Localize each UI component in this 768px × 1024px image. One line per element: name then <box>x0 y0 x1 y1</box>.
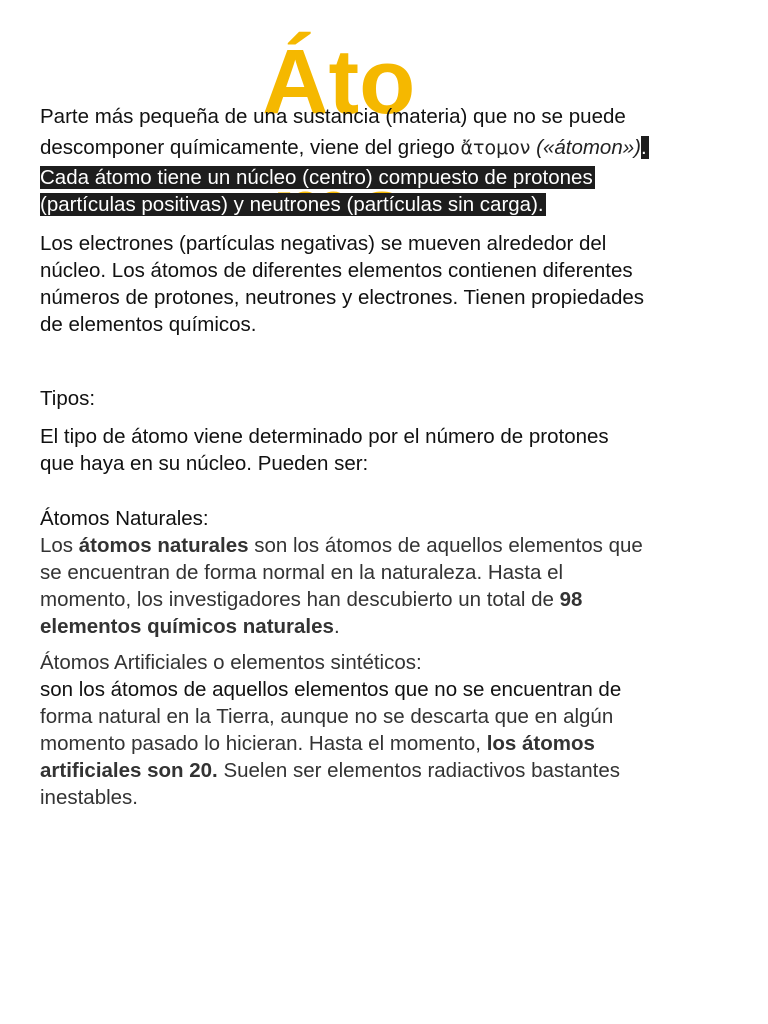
naturales-heading: Átomos Naturales: <box>40 507 209 530</box>
artificiales-line-5: inestables. <box>40 786 139 809</box>
electrons-line: de elementos químicos. <box>40 313 257 336</box>
intro-line-3 <box>40 164 740 191</box>
naturales-line-4 <box>40 613 740 640</box>
artificiales-line-1: son los átomos de aquellos elementos que no se encuentran de <box>40 678 622 701</box>
artificiales-l3-bold: los átomos <box>486 732 595 755</box>
naturales-l1-b: son los átomos de aquellos elementos que <box>248 534 643 557</box>
naturales-section <box>40 505 740 640</box>
tipos-paragraph <box>40 423 740 477</box>
artificiales-l4-bold: artificiales son 20. <box>40 759 218 782</box>
artificiales-line-3 <box>40 730 740 757</box>
naturales-l3-a: momento, los investigadores han descubierto un total de <box>40 588 560 611</box>
highlight-period: . <box>640 136 647 159</box>
tipos-line: que haya en su núcleo. Pueden ser: <box>40 452 369 475</box>
highlight-text-1: Cada átomo tiene un núcleo (centro) compuesto de protones <box>40 166 593 189</box>
electrons-paragraph <box>40 230 740 338</box>
title-word-line1: Áto <box>262 31 416 133</box>
naturales-l4-end: . <box>333 615 340 638</box>
tipos-heading: Tipos: <box>40 387 96 410</box>
artificiales-l3-a: momento pasado lo hicieran. Hasta el momento, <box>40 732 487 755</box>
naturales-line-2: se encuentran de forma normal en la naturaleza. Hasta el <box>40 561 564 584</box>
electrons-line: Los electrones (partículas negativas) se mueven alrededor del <box>40 232 607 255</box>
greek-word: ἄτομον <box>460 137 531 159</box>
artificiales-line-2: forma natural en la Tierra, aunque no se descarta que en algún <box>40 705 614 728</box>
electrons-line: núcleo. Los átomos de diferentes elementos contienen diferentes <box>40 259 633 282</box>
intro-line-2-text: descomponer químicamente, viene del griego <box>40 136 461 159</box>
tipos-line: El tipo de átomo viene determinado por el número de protones <box>40 425 609 448</box>
intro-paragraph <box>40 101 740 218</box>
artificiales-heading: Átomos Artificiales o elementos sintéticos: <box>40 651 422 674</box>
intro-line-2 <box>40 132 740 164</box>
naturales-line-3 <box>40 586 740 613</box>
naturales-line-1 <box>40 532 740 559</box>
naturales-l1-a: Los <box>40 534 79 557</box>
naturales-l3-bold: 98 <box>559 588 583 611</box>
artificiales-l4-b: Suelen ser elementos radiactivos bastantes <box>217 759 621 782</box>
artificiales-section <box>40 649 740 811</box>
transliteration: («átomon») <box>530 136 641 159</box>
intro-line-1: Parte más pequeña de una sustancia (materia) que no se puede <box>40 105 626 128</box>
highlight-text-2: (partículas positivas) y neutrones (partículas sin carga). <box>40 193 544 216</box>
electrons-line: números de protones, neutrones y electrones. Tienen propiedades <box>40 286 644 309</box>
artificiales-line-4 <box>40 757 740 784</box>
intro-line-4 <box>40 191 740 218</box>
naturales-l1-bold: átomos naturales <box>78 534 249 557</box>
naturales-l4-bold: elementos químicos naturales <box>40 615 334 638</box>
